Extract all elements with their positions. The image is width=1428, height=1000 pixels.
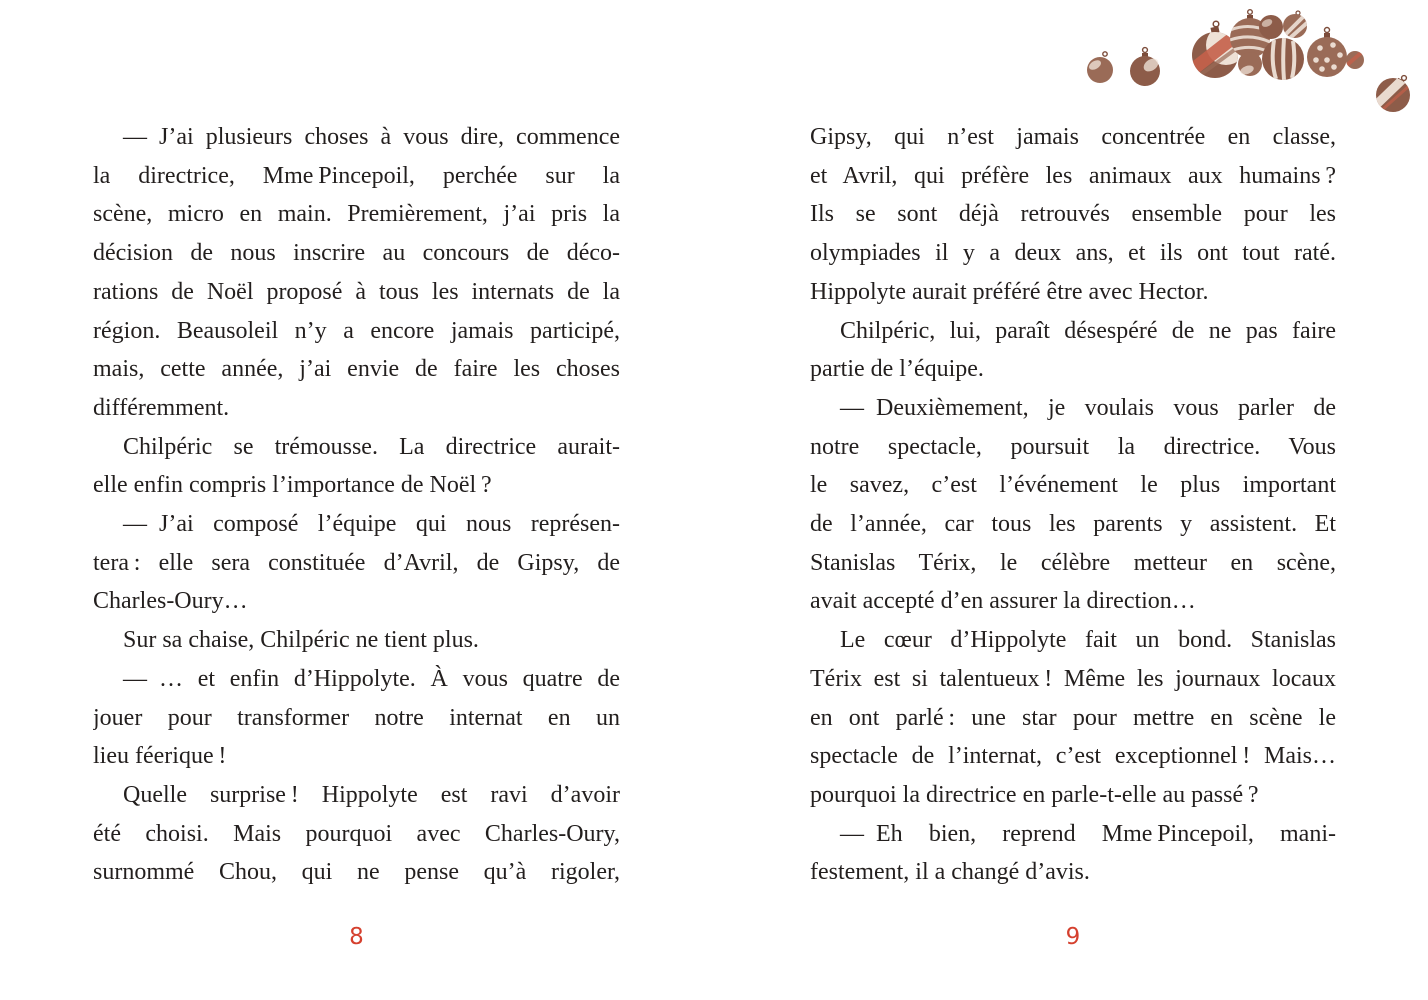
text-line: pourquoi la directrice en parle-t-elle au passé ? bbox=[810, 781, 1259, 808]
text-line: — Eh bien, reprend Mme Pincepoil, mani- bbox=[840, 820, 1336, 847]
text-line: Gipsy, qui n’est jamais concentrée en classe, bbox=[810, 124, 1336, 150]
bauble-diag-stripes bbox=[1283, 11, 1308, 38]
bauble-vertical-stripes bbox=[1262, 38, 1304, 80]
text-line: olympiades il y a deux ans, et ils ont tout raté. bbox=[810, 240, 1336, 267]
bauble-small-mid bbox=[1238, 52, 1262, 76]
text-line: en ont parlé : une star pour mettre en scène le bbox=[810, 704, 1336, 731]
text-line: différemment. bbox=[93, 394, 230, 421]
text-line: Térix est si talentueux ! Même les journaux locaux bbox=[810, 665, 1336, 692]
text-line: Chilpéric se trémousse. La directrice aurait- bbox=[123, 433, 620, 460]
bauble-lone bbox=[1376, 76, 1410, 112]
page-number-left: 8 bbox=[349, 924, 364, 950]
text-line: Chilpéric, lui, paraît désespéré de ne pas faire bbox=[840, 317, 1336, 344]
christmas-baubles-illustration bbox=[1050, 0, 1428, 130]
text-line: région. Beausoleil n’y a encore jamais participé, bbox=[93, 317, 620, 344]
text-line: la directrice, Mme Pincepoil, perchée sur la bbox=[93, 162, 620, 189]
bauble-dotted bbox=[1307, 28, 1347, 78]
text-line: été choisi. Mais pourquoi avec Charles-Oury, bbox=[93, 820, 620, 847]
text-line: festement, il a changé d’avis. bbox=[810, 859, 1090, 886]
text-line: partie de l’équipe. bbox=[810, 356, 984, 383]
baubles-svg bbox=[1050, 0, 1428, 130]
text-line: Charles-Oury… bbox=[93, 588, 248, 615]
text-line: décision de nous inscrire au concours de déco- bbox=[93, 240, 620, 267]
text-line: spectacle de l’internat, c’est exceptionnel ! Mais… bbox=[810, 743, 1336, 770]
text-line: Sur sa chaise, Chilpéric ne tient plus. bbox=[123, 627, 479, 654]
bauble-small-2 bbox=[1130, 48, 1161, 86]
text-line: — Deuxièmement, je voulais vous parler de bbox=[840, 394, 1336, 421]
text-line: scène, micro en main. Premièrement, j’ai pris la bbox=[93, 201, 620, 228]
text-line: — J’ai composé l’équipe qui nous représen- bbox=[123, 511, 620, 538]
text-line: Le cœur d’Hippolyte fait un bond. Stanislas bbox=[840, 627, 1336, 654]
bauble-small-top bbox=[1259, 15, 1283, 39]
text-line: elle enfin compris l’importance de Noël ? bbox=[93, 472, 492, 499]
text-line: Quelle surprise ! Hippolyte est ravi d’avoir bbox=[123, 781, 620, 808]
text-line: de l’année, car tous les parents y assistent. Et bbox=[810, 511, 1336, 538]
page-left-text bbox=[93, 118, 620, 892]
text-line: Hippolyte aurait préféré être avec Hector. bbox=[810, 278, 1209, 305]
text-line: surnommé Chou, qui ne pense qu’à rigoler, bbox=[93, 859, 620, 886]
text-line: avait accepté d’en assurer la direction… bbox=[810, 588, 1196, 615]
text-line: notre spectacle, poursuit la directrice. Vous bbox=[810, 433, 1336, 460]
text-line: rations de Noël proposé à tous les internats de la bbox=[93, 278, 620, 305]
text-line: tera : elle sera constituée d’Avril, de Gipsy, de bbox=[93, 549, 620, 576]
text-line: mais, cette année, j’ai envie de faire les choses bbox=[93, 356, 620, 383]
text-line: lieu féerique ! bbox=[93, 743, 227, 770]
text-line: le savez, c’est l’événement le plus important bbox=[810, 472, 1336, 499]
text-line: — J’ai plusieurs choses à vous dire, commence bbox=[123, 124, 620, 150]
text-line: Stanislas Térix, le célèbre metteur en scène, bbox=[810, 549, 1336, 576]
text-line: Ils se sont déjà retrouvés ensemble pour les bbox=[810, 201, 1336, 228]
text-line: — … et enfin d’Hippolyte. À vous quatre de bbox=[123, 665, 620, 692]
text-line: jouer pour transformer notre internat en un bbox=[93, 704, 620, 731]
bauble-small-right bbox=[1346, 51, 1364, 69]
text-line: et Avril, qui préfère les animaux aux humains ? bbox=[810, 162, 1336, 189]
page-right-text bbox=[810, 118, 1336, 892]
page-number-right: 9 bbox=[1065, 924, 1081, 950]
bauble-small-1 bbox=[1087, 52, 1113, 83]
